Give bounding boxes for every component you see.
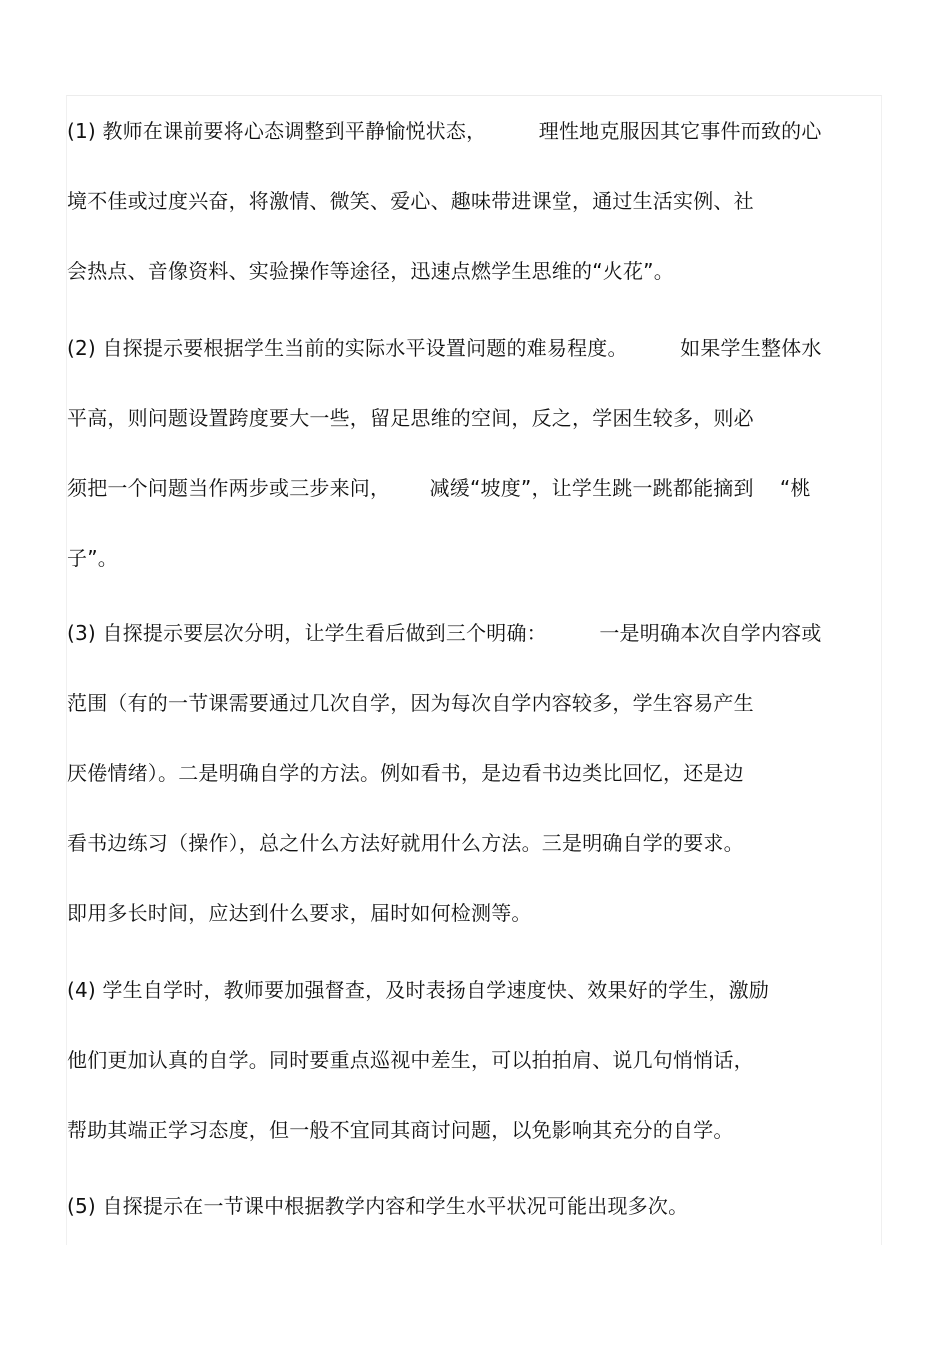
paragraph-3-line-1: (3) 自探提示要层次分明，让学生看后做到三个明确： 一是明确本次自学内容或	[67, 621, 822, 645]
paragraph-2-line-2: 平高，则问题设置跨度要大一些，留足思维的空间，反之，学困生较多，则必	[67, 406, 754, 430]
paragraph-2-line-1: (2) 自探提示要根据学生当前的实际水平设置问题的难易程度。 如果学生整体水	[67, 336, 822, 360]
paragraph-2-line-4: 子”。	[67, 546, 118, 570]
paragraph-1-line-1: (1) 教师在课前要将心态调整到平静愉悦状态， 理性地克服因其它事件而致的心	[67, 119, 822, 143]
paragraph-2-line-3: 须把一个问题当作两步或三步来问， 减缓“坡度”，让学生跳一跳都能摘到 “桃	[67, 476, 811, 500]
paragraph-3-line-5: 即用多长时间，应达到什么要求，届时如何检测等。	[67, 901, 532, 925]
paragraph-4-line-3: 帮助其端正学习态度，但一般不宜同其商讨问题，以免影响其充分的自学。	[67, 1118, 734, 1142]
paragraph-3-line-2: 范围（有的一节课需要通过几次自学，因为每次自学内容较多，学生容易产生	[67, 691, 754, 715]
paragraph-5-line-1: (5) 自探提示在一节课中根据教学内容和学生水平状况可能出现多次。	[67, 1194, 689, 1218]
paragraph-3-line-4: 看书边练习（操作），总之什么方法好就用什么方法。三是明确自学的要求。	[67, 831, 744, 855]
paragraph-1-line-3: 会热点、音像资料、实验操作等途径，迅速点燃学生思维的“火花”。	[67, 259, 674, 283]
paragraph-1-line-2: 境不佳或过度兴奋，将激情、微笑、爱心、趣味带进课堂，通过生活实例、社	[67, 189, 754, 213]
paragraph-4-line-2: 他们更加认真的自学。同时要重点巡视中差生，可以拍拍肩、说几句悄悄话，	[67, 1048, 754, 1072]
paragraph-4-line-1: (4) 学生自学时，教师要加强督查，及时表扬自学速度快、效果好的学生，激励	[67, 978, 770, 1002]
paragraph-3-line-3: 厌倦情绪）。二是明确自学的方法。例如看书，是边看书边类比回忆，还是边	[67, 761, 744, 785]
